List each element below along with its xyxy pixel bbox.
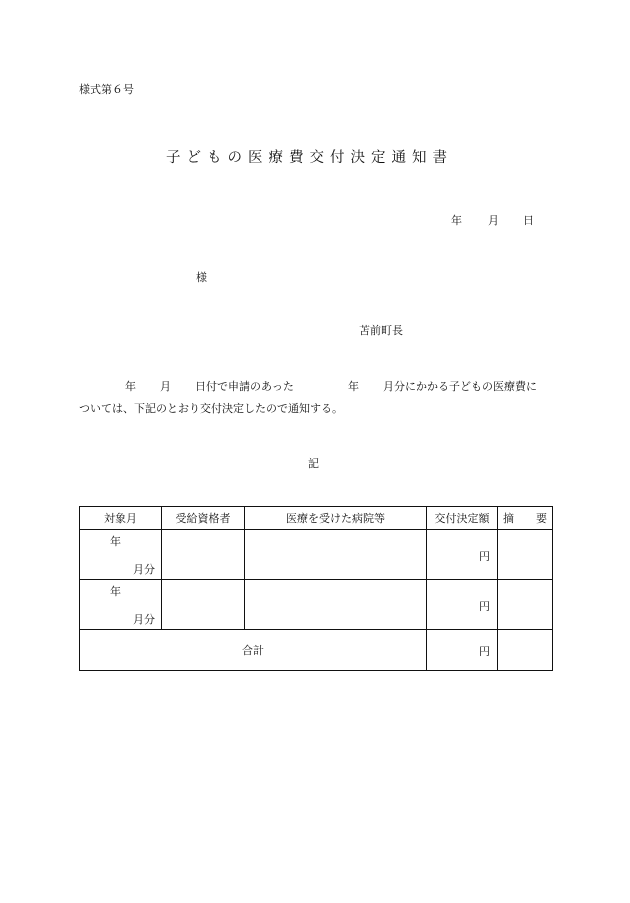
header-target-month: 対象月 [80, 507, 162, 530]
yen-label: 円 [479, 600, 490, 613]
target-month-cell[interactable] [80, 580, 162, 630]
header-recipient: 受給資格者 [162, 507, 245, 530]
hospital-cell[interactable] [245, 580, 427, 630]
date-line [451, 212, 462, 228]
date-day-label: 日 [523, 214, 534, 227]
header-hospital: 医療を受けた病院等 [245, 507, 427, 530]
body-line2: ついては、下記のとおり交付決定したので通知する。 [79, 402, 343, 415]
amount-cell[interactable] [427, 530, 498, 580]
table-row [80, 580, 553, 630]
issuer-name: 苫前町長 [359, 324, 403, 337]
payment-table [79, 506, 553, 671]
header-amount: 交付決定額 [427, 507, 498, 530]
total-yen-label: 円 [479, 645, 490, 658]
total-remarks-cell[interactable] [498, 630, 553, 671]
hospital-cell[interactable] [245, 530, 427, 580]
target-month-cell[interactable] [80, 530, 162, 580]
addressee-suffix: 様 [196, 271, 207, 284]
remarks-cell[interactable] [498, 580, 553, 630]
remarks-cell[interactable] [498, 530, 553, 580]
body-text2: 月分にかかる子どもの医療費に [383, 380, 537, 393]
total-amount-cell[interactable] [427, 630, 498, 671]
total-row [80, 630, 553, 671]
total-label: 合計 [80, 630, 427, 671]
body-month1: 月 [160, 380, 171, 393]
body-text1: 日付で申請のあった [195, 380, 294, 393]
recipient-cell[interactable] [162, 530, 245, 580]
form-number: 様式第６号 [79, 83, 134, 96]
ki-label: 記 [308, 457, 319, 470]
table-row [80, 530, 553, 580]
row-year-label: 年 [110, 585, 121, 598]
document-title: 子どもの医療費交付決定通知書 [166, 150, 453, 166]
body-year1: 年 [125, 380, 136, 393]
yen-label: 円 [479, 550, 490, 563]
row-year-label: 年 [110, 535, 121, 548]
row-month-label: 月分 [133, 563, 155, 576]
recipient-cell[interactable] [162, 580, 245, 630]
row-month-label: 月分 [133, 613, 155, 626]
header-remarks: 摘 要 [498, 507, 553, 530]
date-month-label: 月 [488, 214, 499, 227]
body-year2: 年 [348, 380, 359, 393]
table-header-row [80, 507, 553, 530]
amount-cell[interactable] [427, 580, 498, 630]
date-year: 年 [451, 214, 462, 227]
